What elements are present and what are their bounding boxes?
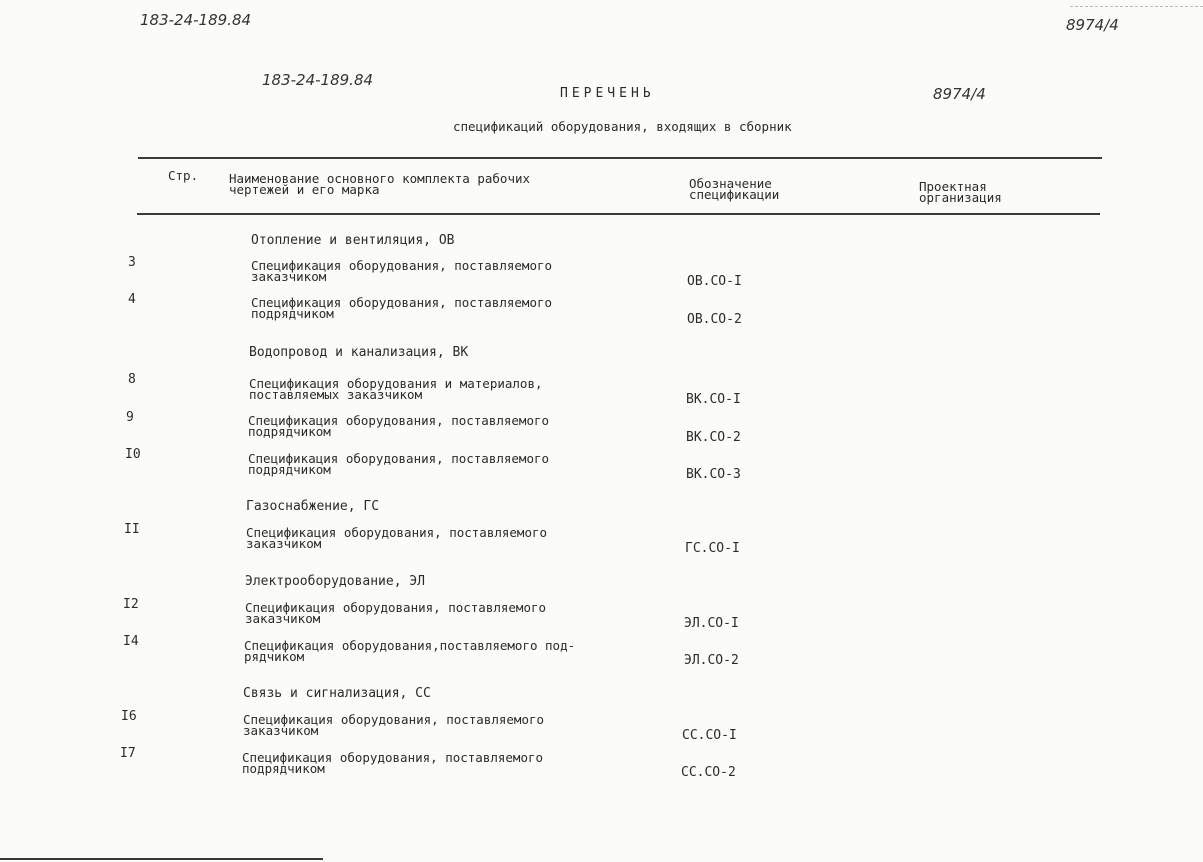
header-org-column xyxy=(919,181,1002,203)
row-name xyxy=(251,260,552,282)
sheet-number-handwritten-top: 8974/4 xyxy=(1066,16,1119,34)
row-name-line2: подрядчиком xyxy=(251,306,334,321)
row-page: I7 xyxy=(120,746,136,761)
row-name xyxy=(246,527,547,549)
row-code: ОВ.СО-2 xyxy=(687,312,742,327)
doc-number-handwritten-top: 183-24-189.84 xyxy=(140,11,252,29)
row-name-line2: подрядчиком xyxy=(242,761,325,776)
row-page: I6 xyxy=(121,709,137,724)
row-page: 8 xyxy=(128,372,136,387)
header-name-column xyxy=(229,173,530,195)
row-name-line2: подрядчиком xyxy=(248,462,331,477)
row-name xyxy=(245,602,546,624)
header-code-line1: Обозначение xyxy=(689,176,772,191)
row-name-line1: Спецификация оборудования, поставляемого xyxy=(243,712,545,727)
row-name-line1: Спецификация оборудования и материалов, xyxy=(249,376,543,391)
row-page: 3 xyxy=(128,255,136,270)
row-code: ЭЛ.СО-I xyxy=(684,616,739,631)
row-page: 4 xyxy=(128,292,136,307)
row-name-line2: рядчиком xyxy=(244,649,305,664)
row-code: СС.СО-I xyxy=(682,728,737,743)
row-name-line1: Спецификация оборудования, поставляемого xyxy=(245,600,547,615)
row-name-line1: Спецификация оборудования, поставляемого xyxy=(251,258,553,273)
row-name-line2: заказчиком xyxy=(243,723,319,738)
row-page: I4 xyxy=(123,634,139,649)
row-name-line2: поставляемых заказчиком xyxy=(249,387,423,402)
row-name xyxy=(244,640,575,662)
row-name xyxy=(243,714,544,736)
document-title: ПЕРЕЧЕНЬ xyxy=(560,86,655,101)
row-name-line2: заказчиком xyxy=(251,269,327,284)
section-title: Водопровод и канализация, ВК xyxy=(249,345,469,360)
row-page: 9 xyxy=(126,410,134,425)
row-code: ОВ.СО-I xyxy=(687,274,742,289)
row-page: I0 xyxy=(125,447,141,462)
row-code: ГС.СО-I xyxy=(685,541,740,556)
row-name-line1: Спецификация оборудования, поставляемого xyxy=(248,413,550,428)
row-code: ВК.СО-3 xyxy=(686,467,741,482)
sheet-number-handwritten-stamp: 8974/4 xyxy=(933,85,986,103)
section-title: Связь и сигнализация, СС xyxy=(243,686,431,701)
header-code-column xyxy=(689,178,779,200)
header-name-line1: Наименование основного комплекта рабочих xyxy=(229,171,531,186)
document-subtitle: спецификаций оборудования, входящих в сборник xyxy=(453,119,792,134)
row-code: ЭЛ.СО-2 xyxy=(684,653,739,668)
row-name-line2: заказчиком xyxy=(245,611,321,626)
row-code: СС.СО-2 xyxy=(681,765,736,780)
doc-number-handwritten-stamp: 183-24-189.84 xyxy=(262,71,374,89)
row-name-line1: Спецификация оборудования,поставляемого под- xyxy=(244,638,576,653)
row-page: I2 xyxy=(123,597,139,612)
row-name-line1: Спецификация оборудования, поставляемого xyxy=(246,525,548,540)
row-name xyxy=(248,453,549,475)
section-title: Отопление и вентиляция, ОВ xyxy=(251,233,455,248)
row-code: ВК.СО-2 xyxy=(686,430,741,445)
header-name-line2: чертежей и его марка xyxy=(229,182,380,197)
row-name xyxy=(248,415,549,437)
header-code-line2: спецификации xyxy=(689,187,780,202)
row-name-line2: заказчиком xyxy=(246,536,322,551)
row-name-line1: Спецификация оборудования, поставляемого xyxy=(242,750,544,765)
row-name-line2: подрядчиком xyxy=(248,424,331,439)
header-org-line1: Проектная xyxy=(919,179,987,194)
row-name-line1: Спецификация оборудования, поставляемого xyxy=(251,295,553,310)
row-name xyxy=(242,752,543,774)
header-bottom-rule xyxy=(137,213,1100,215)
header-org-line2: организация xyxy=(919,190,1002,205)
row-name xyxy=(251,297,552,319)
row-name xyxy=(249,378,543,400)
row-page: II xyxy=(124,522,140,537)
scan-dashed-edge xyxy=(1070,6,1203,7)
section-title: Газоснабжение, ГС xyxy=(246,499,380,514)
header-page-column: Стр. xyxy=(168,168,199,183)
scan-edge-line xyxy=(0,858,323,860)
row-code: ВК.СО-I xyxy=(686,392,741,407)
section-title: Электрооборудование, ЭЛ xyxy=(245,574,426,589)
row-name-line1: Спецификация оборудования, поставляемого xyxy=(248,451,550,466)
header-top-rule xyxy=(138,157,1102,159)
